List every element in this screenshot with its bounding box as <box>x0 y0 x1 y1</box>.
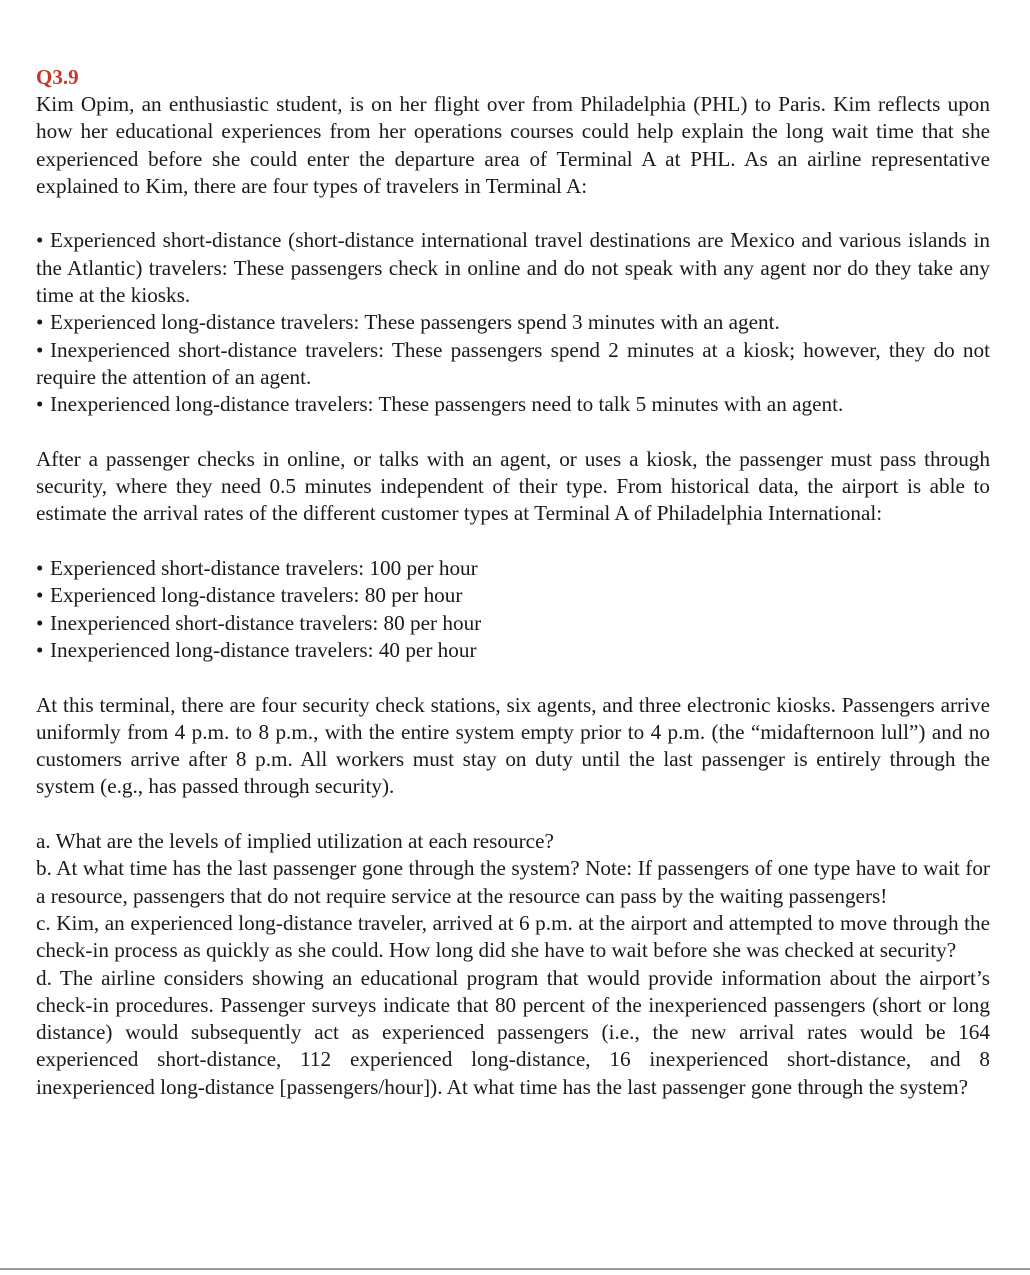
arrival-rate-text: Inexperienced long-distance travelers: 40 per hour <box>50 637 477 662</box>
list-item <box>36 227 990 309</box>
bullet-glyph: • <box>36 556 44 581</box>
arrival-rate-text: Inexperienced short-distance travelers: 80 per hour <box>50 610 482 635</box>
arrival-rate-text: Experienced short-distance travelers: 100 per hour <box>50 556 478 581</box>
bullet-glyph: • <box>36 310 44 335</box>
traveler-type-text: Inexperienced short-distance travelers: These passengers spend 2 minutes at a kiosk; however, they do not require the attention of an agent. <box>36 337 990 389</box>
intro-paragraph: Kim Opim, an enthusiastic student, is on her flight over from Philadelphia (PHL) to Paris. Kim reflects upon how her educational experiences from her operations courses could help explain the long wait time that she experienced before she could enter the departure area of Terminal A at PHL. As an airline representative explained to Kim, there are four types of travelers in Terminal A: <box>36 92 990 198</box>
part-d: d. The airline considers showing an educational program that would provide information about the airport’s check-in procedures. Passenger surveys indicate that 80 percent of the inexperienced passengers (short or long distance) would subsequently act as experienced passengers (i.e., the new arrival rates would be 164 experienced short-distance, 112 experienced long-distance, 16 inexperienced short-distance, and 8 inexperienced long-distance [passengers/hour]). At what time has the last passenger gone through the system? <box>36 965 990 1099</box>
terminal-paragraph: At this terminal, there are four security check stations, six agents, and three electronic kiosks. Passengers arrive uniformly from 4 p.m. to 8 p.m., with the entire system empty prior to 4 p.m. (the “midafternoon lull”) and no customers arrive after 8 p.m. All workers must stay on duty until the last passenger is entirely through the system (e.g., has passed through security). <box>36 692 990 799</box>
list-item <box>36 610 990 637</box>
list-item <box>36 337 990 392</box>
spacer <box>36 419 990 446</box>
question-page <box>36 64 990 1101</box>
bullet-glyph: • <box>36 337 44 362</box>
part-c: c. Kim, an experienced long-distance traveler, arrived at 6 p.m. at the airport and attempted to move through the check-in process as quickly as she could. How long did she have to wait before she was checked at security? <box>36 910 990 963</box>
list-item <box>36 582 990 609</box>
list-item <box>36 391 990 418</box>
list-item <box>36 637 990 664</box>
traveler-type-text: Experienced short-distance (short-distance international travel destinations are Mexico and various islands in the Atlantic) travelers: These passengers check in online and do not speak with any agent nor do they take any time at the kiosks. <box>36 228 990 308</box>
spacer <box>36 200 990 227</box>
arrival-rate-text: Experienced long-distance travelers: 80 per hour <box>50 583 463 608</box>
part-b: b. At what time has the last passenger gone through the system? Note: If passengers of one type have to wait for a resource, passengers that do not require service at the resource can pass by the waiting passengers! <box>36 856 990 908</box>
security-paragraph: After a passenger checks in online, or talks with an agent, or uses a kiosk, the passenger must pass through security, where they need 0.5 minutes independent of their type. From historical data, the airport is able to estimate the arrival rates of the different customer types at Terminal A of Philadelphia International: <box>36 446 990 526</box>
bullet-glyph: • <box>36 583 44 608</box>
part-a: a. What are the levels of implied utilization at each resource? <box>36 829 554 854</box>
bullet-glyph: • <box>36 228 44 253</box>
bullet-glyph: • <box>36 392 44 417</box>
question-id: Q3.9 <box>36 65 79 89</box>
traveler-type-text: Experienced long-distance travelers: These passengers spend 3 minutes with an agent. <box>50 310 780 335</box>
traveler-types-list <box>36 227 990 418</box>
bullet-glyph: • <box>36 610 44 635</box>
list-item <box>36 309 990 336</box>
spacer <box>36 528 990 555</box>
traveler-type-text: Inexperienced long-distance travelers: These passengers need to talk 5 minutes with an agent. <box>50 392 844 417</box>
spacer <box>36 664 990 691</box>
bullet-glyph: • <box>36 637 44 662</box>
list-item <box>36 555 990 582</box>
spacer <box>36 801 990 828</box>
bottom-divider <box>0 1268 1030 1270</box>
arrival-rates-list <box>36 555 990 664</box>
